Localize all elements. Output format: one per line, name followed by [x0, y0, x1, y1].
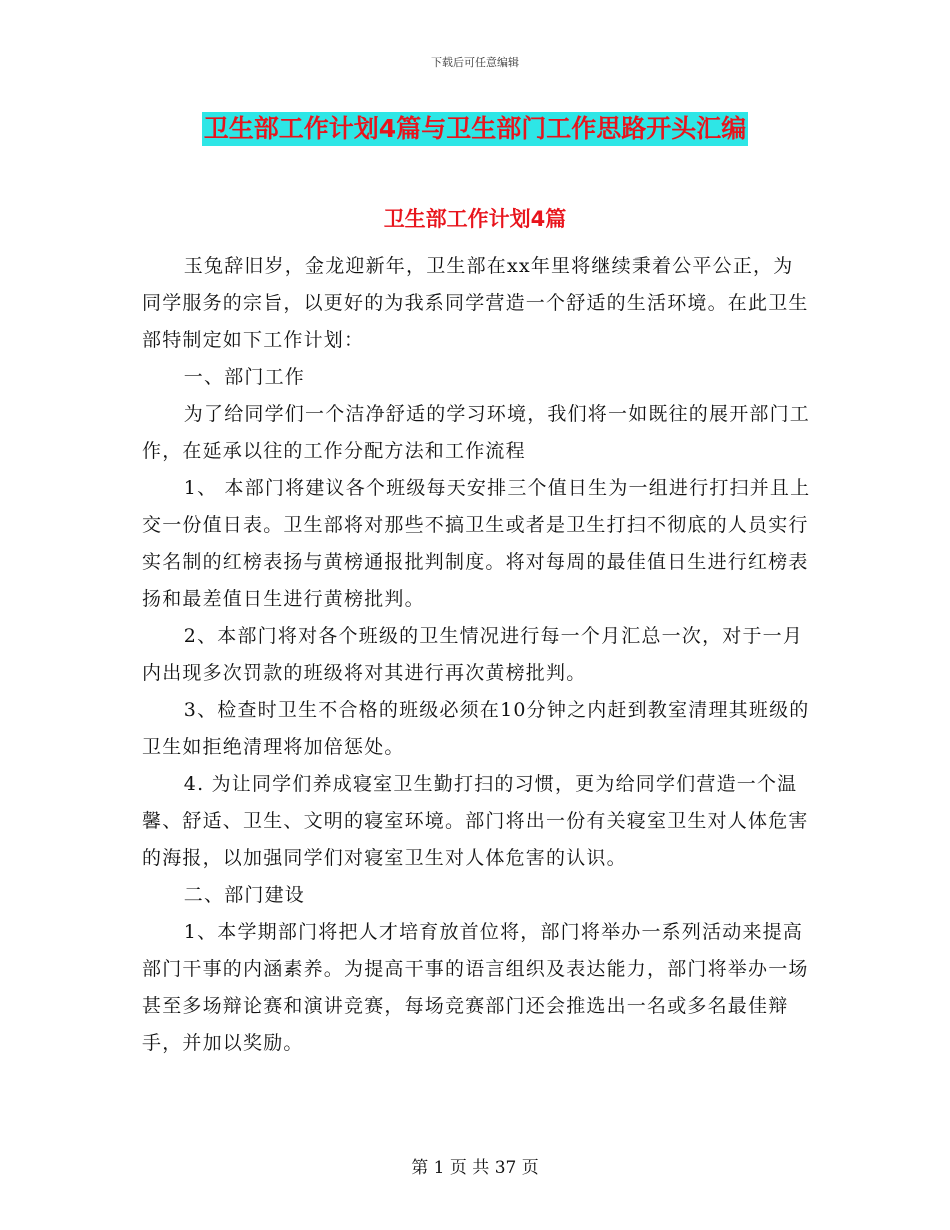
paragraph-intro: 玉兔辞旧岁，金龙迎新年，卫生部在xx年里将继续秉着公平公正，为同学服务的宗旨，以更好的为我系同学营造一个舒适的生活环境。在此卫生部特制定如下工作计划： — [142, 255, 809, 351]
paragraph-item-1: 1、 本部门将建议各个班级每天安排三个值日生为一组进行打扫并且上交一份值日表。卫生部将对那些不搞卫生或者是卫生打扫不彻底的人员实行实名制的红榜表扬与黄榜通报批判制度。将对每周的最佳值日生进行红榜表扬和最差值日生进行黄榜批判。 — [142, 477, 811, 610]
main-title: 卫生部工作计划4篇与卫生部门工作思路开头汇编 — [202, 112, 748, 146]
header-note: 下载后可任意编辑 — [431, 56, 519, 69]
page-footer: 第 1 页 共 37 页 — [411, 1158, 539, 1178]
paragraph-item-2: 2、本部门将对各个班级的卫生情况进行每一个月汇总一次，对于一月内出现多次罚款的班级将对其进行再次黄榜批判。 — [142, 625, 804, 684]
paragraph-department-work: 为了给同学们一个洁净舒适的学习环境，我们将一如既往的展开部门工作，在延承以往的工作分配方法和工作流程 — [142, 403, 810, 462]
section-title: 卫生部工作计划4篇 — [383, 207, 567, 231]
heading-department-work: 一、部门工作 — [183, 366, 305, 388]
paragraph-item-4: 4. 为让同学们养成寝室卫生勤打扫的习惯，更为给同学们营造一个温馨、舒适、卫生、文明的寝室环境。部门将出一份有关寝室卫生对人体危害的海报，以加强同学们对寝室卫生对人体危害的认识。 — [142, 773, 809, 869]
heading-department-building: 二、部门建设 — [183, 884, 305, 906]
body-text — [142, 248, 812, 1062]
main-title-wrap — [0, 112, 950, 146]
paragraph-building-1: 1、本学期部门将把人才培育放首位将，部门将举办一系列活动来提高部门干事的内涵素养。为提高干事的语言组织及表达能力，部门将举办一场甚至多场辩论赛和演讲竞赛，每场竞赛部门还会推选出一名或多名最佳辩手，并加以奖励。 — [142, 921, 809, 1054]
paragraph-item-3: 3、检查时卫生不合格的班级必须在10分钟之内赶到教室清理其班级的卫生如拒绝清理将加倍惩处。 — [142, 699, 810, 758]
